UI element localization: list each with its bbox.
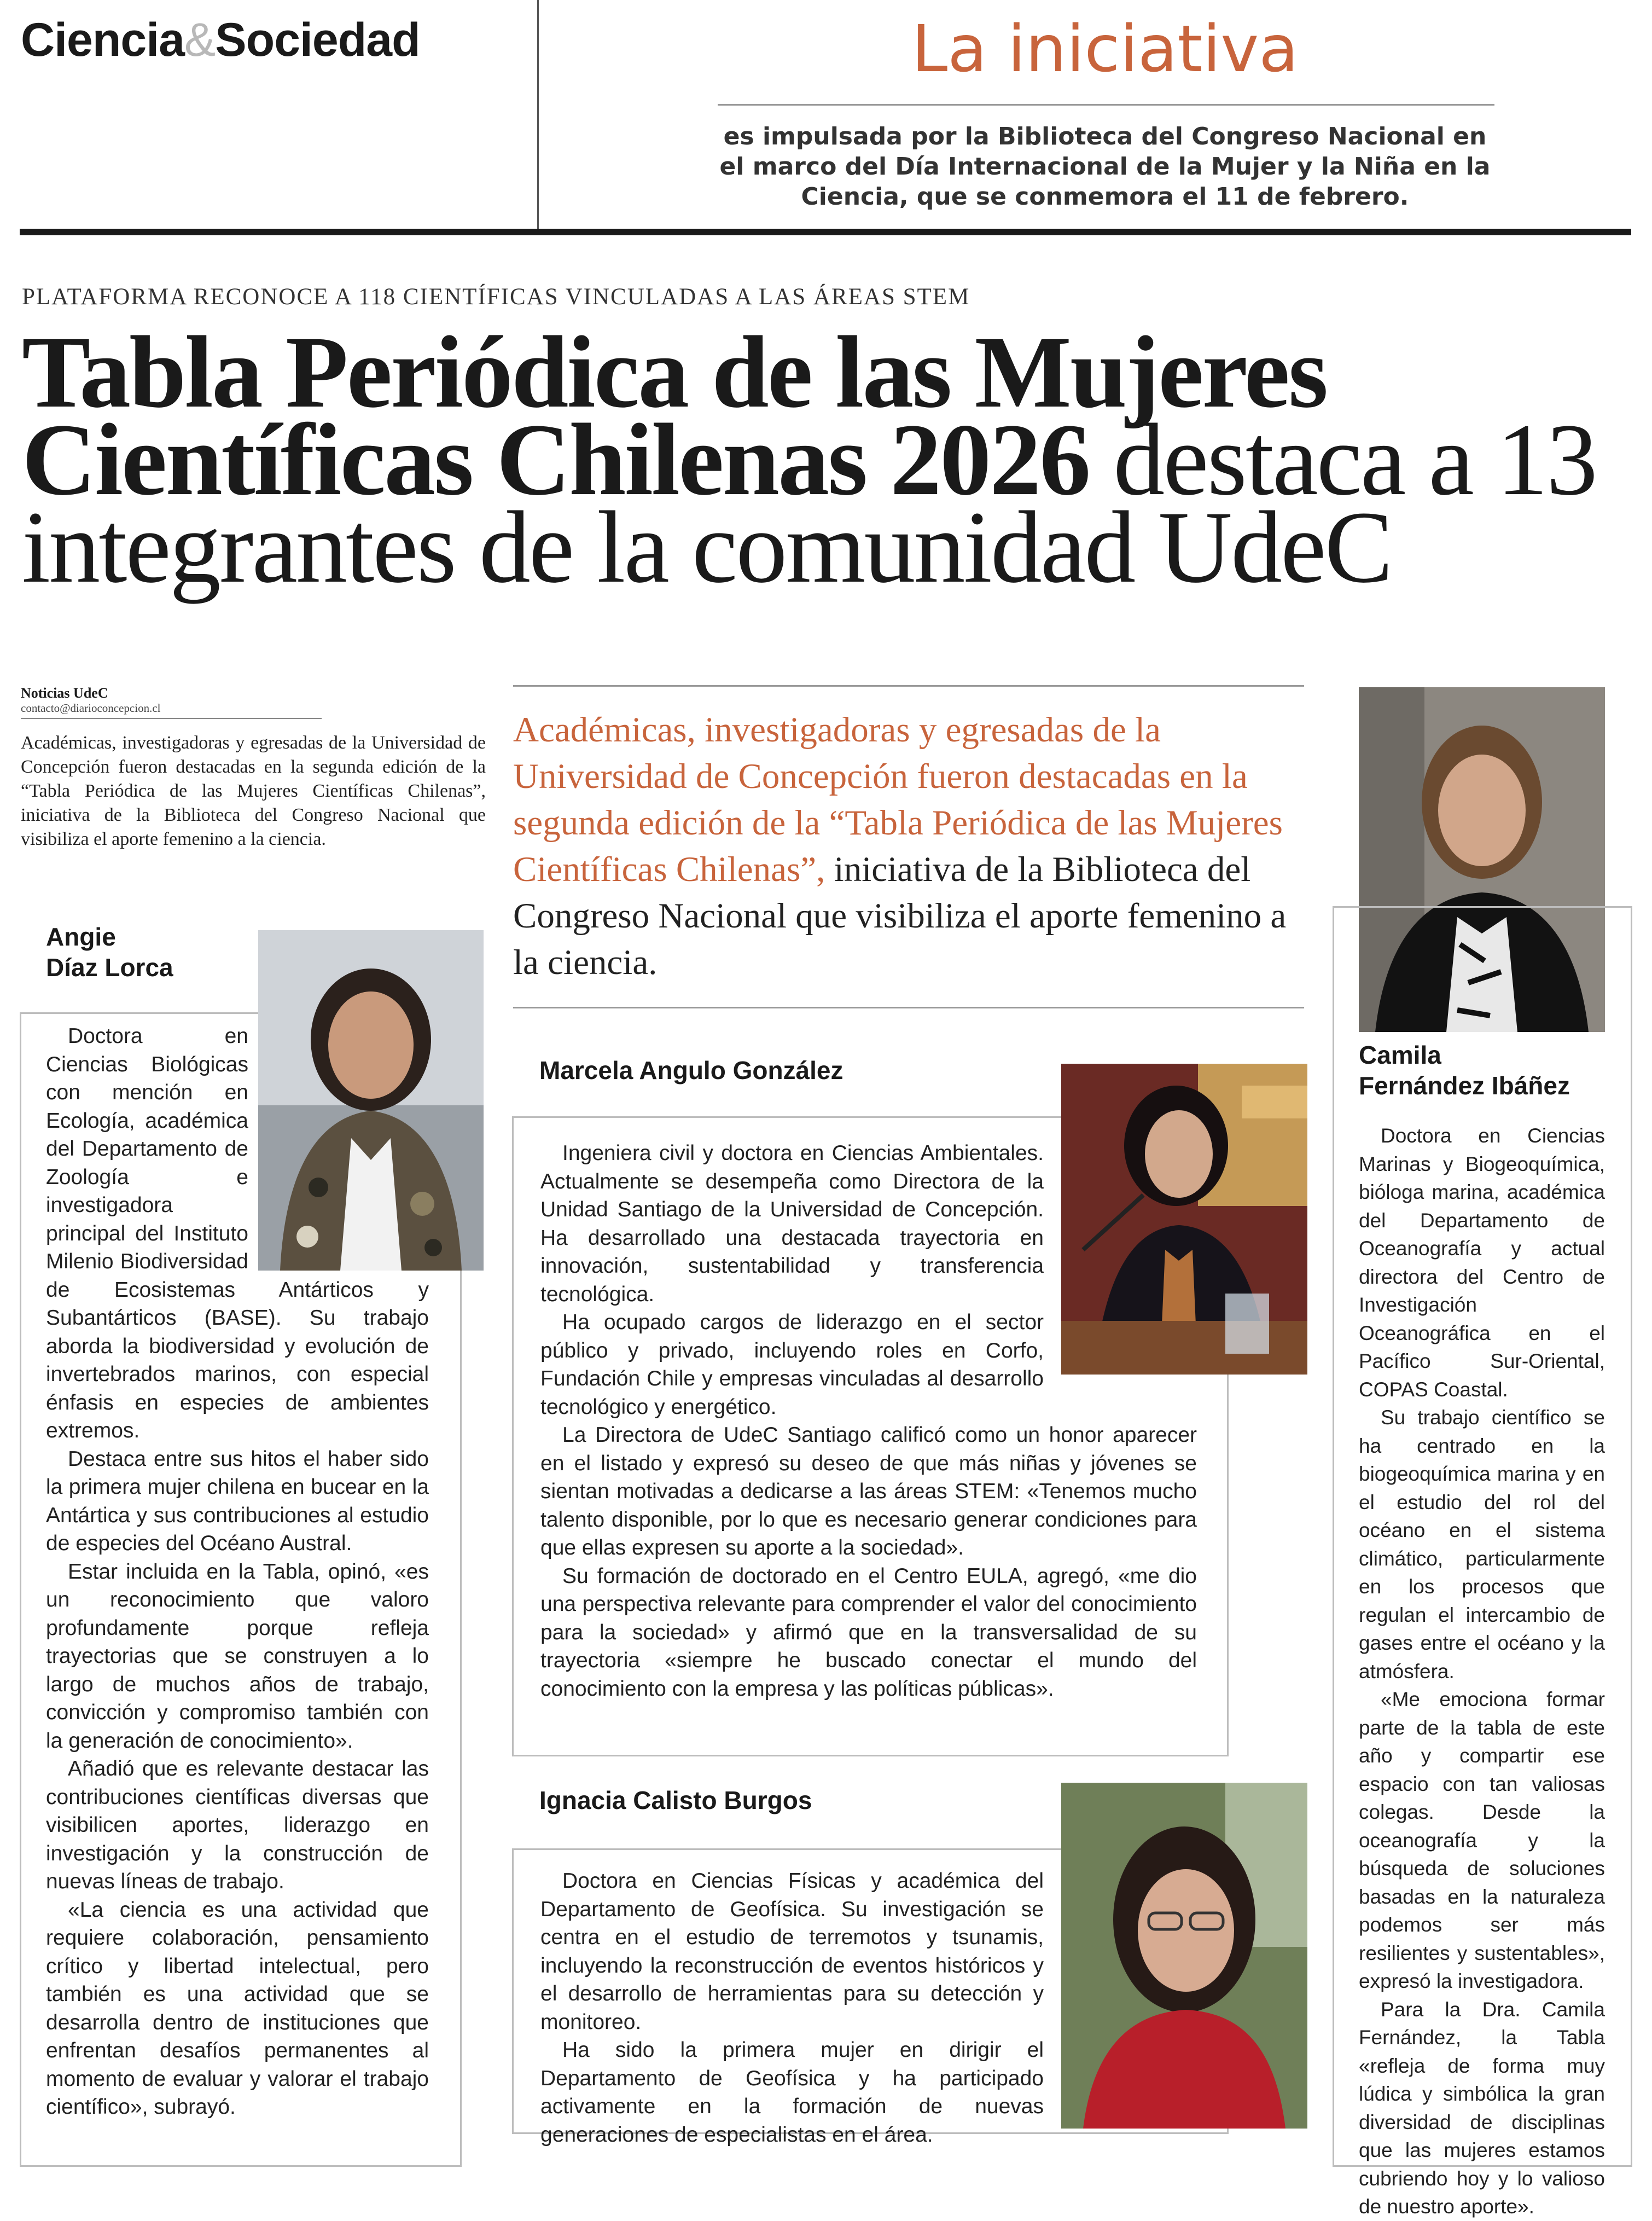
kicker: PLATAFORMA RECONOCE A 118 CIENTÍFICAS VINCULADAS A LAS ÁREAS STEM [22, 284, 970, 310]
pull-quote: Académicas, investigadoras y egresadas de la Universidad de Concepción fueron destacadas en la segunda edición de la “Tabla Periódica de las Mujeres Científicas Chilenas”, iniciativa de la Biblioteca del Congreso Nacional que visibiliza el aporte femenino a la ciencia. [513, 710, 1287, 982]
lede: Académicas, investigadoras y egresadas de la Universidad de Concepción fueron destacadas en la segunda edición de la “Tabla Periódica de las Mujeres Científicas Chilenas”, iniciativa de la Biblioteca del Congreso Nacional que visibiliza el aporte femenino a la ciencia. [21, 733, 486, 849]
byline-rule [21, 718, 322, 719]
pull-rule-top [513, 685, 1304, 687]
header-divider [537, 0, 539, 230]
initiative-rule [718, 104, 1494, 106]
initiative-text: es impulsada por la Biblioteca del Congreso Nacional en el marco del Día Internacional de la Mujer y la Niña en la Ciencia, que se conmemora el 11 de febrero. [719, 123, 1491, 211]
section-title: Ciencia&Sociedad [21, 14, 420, 66]
profile-body-ignacia: Doctora en Ciencias Físicas y académica del Departamento de Geofísica. Su investigación se centra en el estudio de terremotos y tsunamis, incluyendo la reconstrucción de eventos históricos y el desarrollo de herramientas para su detección y monitoreo. Ha sido la primera mujer en dirigir el Departamento de Geofísica y ha participado activamente en la formación de nuevas generaciones de especialistas en el área. [540, 1869, 1044, 2147]
headline: Tabla Periódica de las Mujeres Científicas Chilenas 2026 destaca a 13 integrantes de la comunidad UdeC [22, 315, 1596, 604]
profile-body-camila: Doctora en Ciencias Marinas y Biogeoquímica, bióloga marina, académica del Departamento de Oceanografía y actual directora del Centro de Investigación Oceanográfica en el Pacífico Sur-Oriental, COPAS Coastal. Su trabajo científico se ha centrado en la biogeoquímica marina y en el estudio del rol del océano en el sistema climático, particularmente en los procesos que regulan el intercambio de gases entre el océano y la atmósfera. «Me emociona formar parte de la tabla de este año y compartir ese espacio con tan valiosas colegas. Desde la oceanografía y la búsqueda de soluciones basadas en la naturaleza podemos ser más resilientes y sustentables», expresó la investigadora. Para la Dra. Camila Fernández, la Tabla «refleja de forma muy lúdica y simbólica la gran diversidad de disciplinas que las mujeres estamos cubriendo hoy y lo valioso de nuestro aporte». [1359, 1124, 1605, 2218]
profile-name-ignacia: Ignacia Calisto Burgos [539, 1786, 812, 1814]
initiative-title: La iniciativa [911, 11, 1299, 86]
byline: Noticias UdeC [21, 685, 108, 701]
profile-name-angie: Angie Díaz Lorca [46, 923, 173, 982]
profile-body-marcela: Ingeniera civil y doctora en Ciencias Ambientales. Actualmente se desempeña como Directora de la Unidad Santiago de la Universidad de Concepción. Ha desarrollado una destacada trayectoria en innovación, sustentabilidad y transferencia tecnológica. Ha ocupado cargos de liderazgo en el sector público y privado, incluyendo roles en Corfo, Fundación Chile y empresas vinculadas al desarrollo tecnológico y energético. La Directora de UdeC Santiago calificó como un honor aparecer en el listado y expresó su deseo de que más niñas y jóvenes se sientan motivadas a dedicarse a las áreas STEM: «Tenemos mucho talento disponible, por lo que es necesario generar condiciones para que ellas expresen su aporte a la sociedad». Su formación de doctorado en el Centro EULA, agregó, «me dio una perspectiva relevante para comprender el valor del conocimiento para la sociedad» y afirmó que en la transversalidad de su trayectoria «siempre he buscado conectar el mundo del conocimiento con la empresa y las políticas públicas». [540, 1141, 1197, 1701]
profile-body-angie: Doctora en Ciencias Biológicas con mención en Ecología, académica del Departamento de Zoología e investigadora principal del Instituto Milenio Biodiversidad de Ecosistemas Antárticos y Subantárticos (BASE). Su trabajo aborda la biodiversidad y evolución de invertebrados marinos, con especial énfasis en especies de ambientes extremos. Destaca entre sus hitos el haber sido la primera mujer chilena en bucear en la Antártica y sus contribuciones al estudio de especies del Océano Austral. Estar incluida en la Tabla, opinó, «es un reconocimiento que valoro profundamente porque refleja trayectorias que se construyen a lo largo de muchos años de trabajo, convicción y compromiso también con la generación de conocimiento». Añadió que es relevante destacar las contribuciones científicas diversas que visibilicen aportes, liderazgo en investigación y la construcción de nuevas líneas de trabajo. «La ciencia es una actividad que requiere colaboración, pensamiento crítico y libertad intelectual, pero también es una actividad que se desarrolla dentro de instituciones que enfrentan desafíos permanentes al momento de evaluar y valorar el trabajo científico», subrayó. [46, 1024, 429, 2119]
header-bottom-rule [20, 229, 1631, 235]
profile-name-camila: Camila Fernández Ibáñez [1359, 1041, 1570, 1100]
byline-email: contacto@diarioconcepcion.cl [21, 701, 161, 715]
pull-rule-bottom [513, 1007, 1304, 1008]
profile-name-marcela: Marcela Angulo González [539, 1056, 844, 1085]
